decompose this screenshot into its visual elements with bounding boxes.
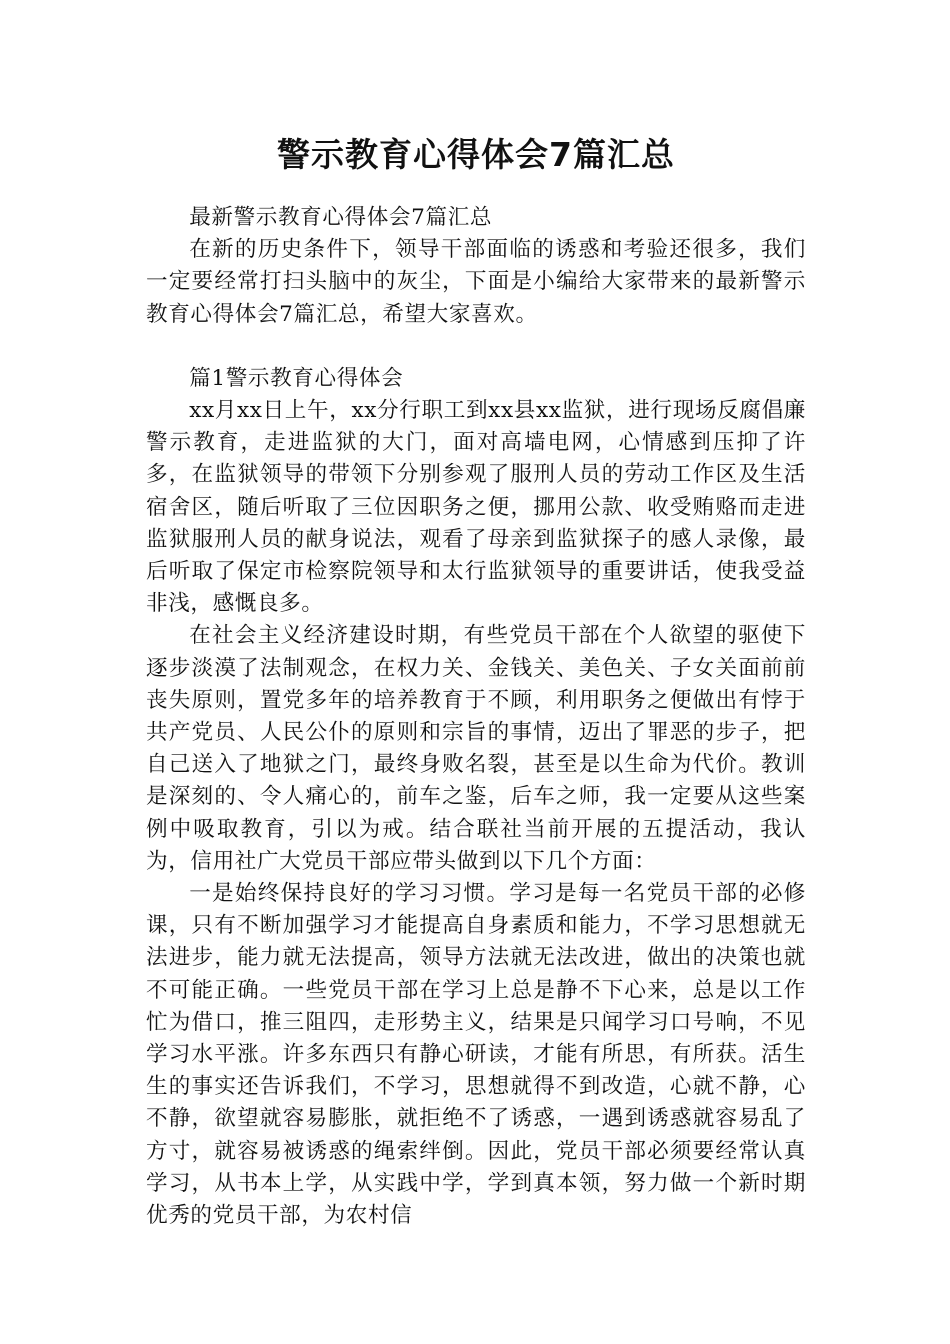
document-page [146, 130, 806, 1232]
section-heading: 篇1警示教育心得体会 [189, 365, 404, 391]
body-paragraph: 一是始终保持良好的学习习惯。学习是每一名党员干部的必修课，只有不断加强学习才能提高自身素质和能力，不学习思想就无法进步，能力就无法提高，领导方法就无法改进，做出的决策也就不可能正确。一些党员干部在学习上总是静不下心来，总是以工作忙为借口，推三阻四，走形势主义，结果是只闻学习口号响，不见学习水平涨。许多东西只有静心研读，才能有所思，有所获。活生生的事实还告诉我们，不学习，思想就得不到改造，心就不静，心不静，欲望就容易膨胀，就拒绝不了诱惑，一遇到诱惑就容易乱了方寸，就容易被诱惑的绳索绊倒。因此，党员干部必须要经常认真学习，从书本上学，从实践中学，学到真本领，努力做一个新时期优秀的党员干部，为农村信 [146, 881, 806, 1229]
paragraph-gap [146, 331, 806, 363]
subtitle-paragraph: 最新警示教育心得体会7篇汇总 [189, 205, 493, 230]
body-paragraph: 在社会主义经济建设时期，有些党员干部在个人欲望的驱使下逐步淡漠了法制观念，在权力关、金钱关、美色关、子女关面前前丧失原则，置党多年的培养教育于不顾，利用职务之便做出有悖于共产党员、人民公仆的原则和宗旨的事情，迈出了罪恶的步子，把自己送入了地狱之门，最终身败名裂，甚至是以生命为代价。教训是深刻的、令人痛心的，前车之鉴，后车之师，我一定要从这些案例中吸取教育，引以为戒。结合联社当前开展的五提活动，我认为，信用社广大党员干部应带头做到以下几个方面： [146, 623, 806, 874]
document-title: 警示教育心得体会7篇汇总 [277, 135, 675, 174]
body-paragraph: xx月xx日上午，xx分行职工到xx县xx监狱，进行现场反腐倡廉警示教育，走进监狱的大门，面对高墙电网，心情感到压抑了许多，在监狱领导的带领下分别参观了服刑人员的劳动工作区及生活宿舍区，随后听取了三位因职务之便，挪用公款、收受贿赂而走进监狱服刑人员的献身说法，观看了母亲到监狱探子的感人录像，最后听取了保定市检察院领导和太行监狱领导的重要讲话，使我受益非浅，感慨良多。 [146, 398, 806, 617]
intro-paragraph: 在新的历史条件下，领导干部面临的诱惑和考验还很多，我们一定要经常打扫头脑中的灰尘，下面是小编给大家带来的最新警示教育心得体会7篇汇总，希望大家喜欢。 [146, 237, 806, 327]
